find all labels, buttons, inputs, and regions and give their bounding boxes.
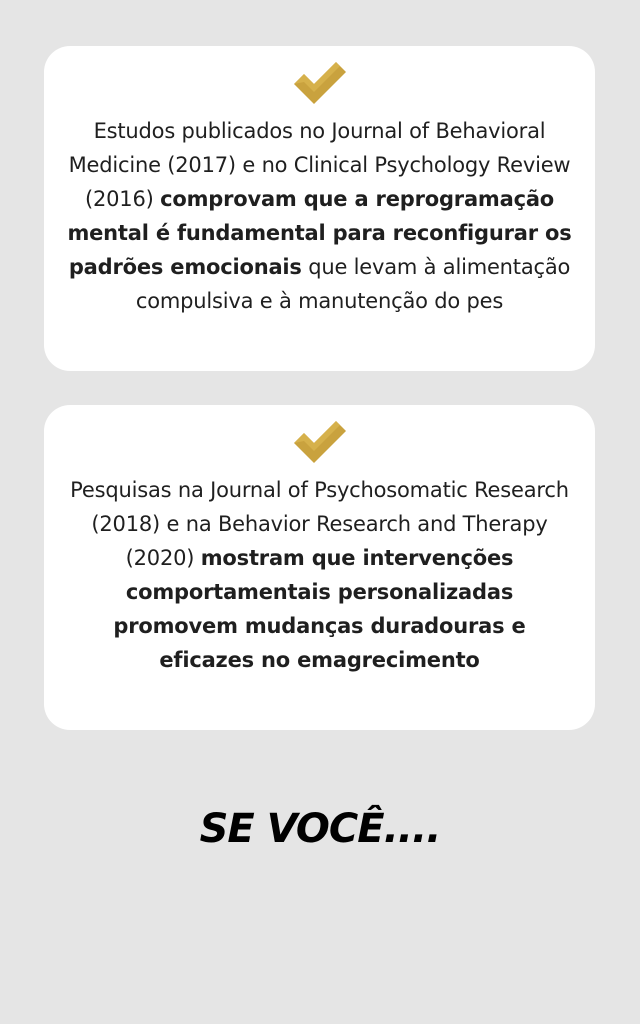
- evidence-text-1: [66, 114, 573, 318]
- check-icon: [290, 417, 350, 465]
- evidence-card-2: [44, 405, 595, 730]
- evidence-text-plain: Estudos publicados no Journal of Behavioral Medicine (2017) e no Clinical Psychology Review (2016): [68, 119, 571, 211]
- evidence-text-plain: Pesquisas na Journal of Psychosomatic Research (2018) e na Behavior Research and Therapy (2020): [70, 478, 569, 570]
- evidence-text-end: que levam à alimentação compulsiva e à manutenção do pes: [135, 255, 571, 313]
- cta-heading: SE VOCÊ....: [199, 806, 441, 852]
- evidence-text-2: [66, 473, 573, 677]
- evidence-text-bold: comprovam que a reprogramação mental é fundamental para reconfigurar os padrões emocionais: [67, 187, 572, 279]
- check-icon: [290, 58, 350, 106]
- evidence-card-1: [44, 46, 595, 371]
- evidence-text-bold: mostram que intervenções comportamentais personalizadas promovem mudanças duradouras e eficazes no emagrecimento: [113, 546, 526, 672]
